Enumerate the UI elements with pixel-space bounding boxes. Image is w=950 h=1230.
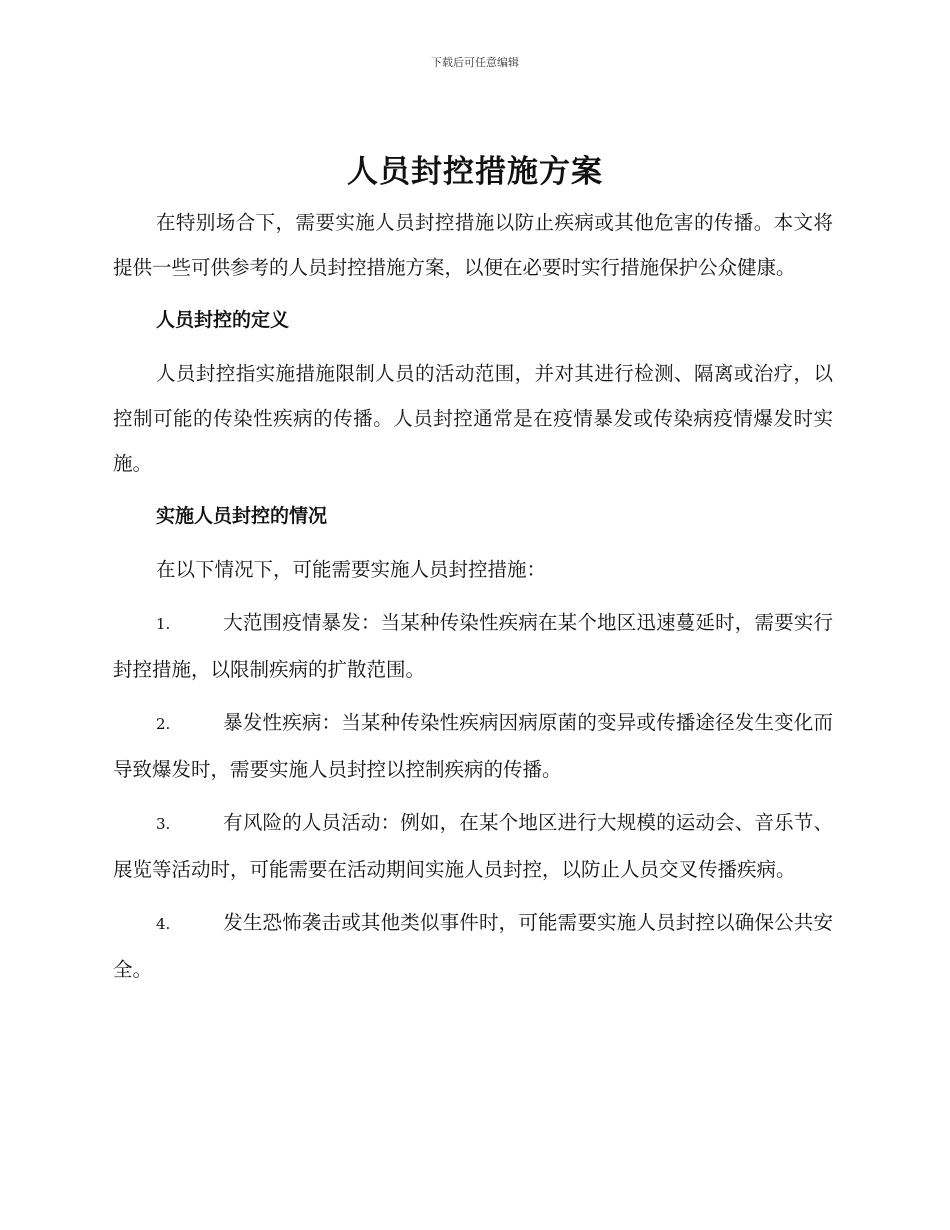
list-item — [113, 700, 833, 792]
page-header-note: 下载后可任意编辑 — [431, 56, 519, 69]
list-item — [113, 800, 833, 892]
document-title: 人员封控措施方案 — [347, 154, 603, 190]
list-item — [113, 600, 833, 692]
situations-intro-paragraph: 在以下情况下，可能需要实施人员封控措施： — [156, 558, 547, 581]
list-item-number: 2. — [156, 715, 171, 733]
document-body — [113, 200, 833, 1000]
list-item-text: 有风险的人员活动：例如，在某个地区进行大规模的运动会、音乐节、展览等活动时，可能需要在活动期间实施人员封控，以防止人员交叉传播疾病。 — [113, 811, 833, 881]
list-item-number: 3. — [156, 815, 171, 833]
list-item-number: 4. — [156, 915, 171, 933]
intro-paragraph: 在特别场合下，需要实施人员封控措施以防止疾病或其他危害的传播。本文将提供一些可供参考的人员封控措施方案，以便在必要时实行措施保护公众健康。 — [113, 211, 833, 279]
list-item-number: 1. — [156, 615, 171, 633]
section-heading-situations: 实施人员封控的情况 — [156, 505, 328, 527]
list-item-text: 大范围疫情暴发：当某种传染性疾病在某个地区迅速蔓延时，需要实行封控措施，以限制疾病的扩散范围。 — [113, 611, 833, 681]
list-item-text: 暴发性疾病：当某种传染性疾病因病原菌的变异或传播途径发生变化而导致爆发时，需要实施人员封控以控制疾病的传播。 — [113, 711, 833, 781]
list-item — [113, 900, 833, 992]
definition-paragraph: 人员封控指实施措施限制人员的活动范围，并对其进行检测、隔离或治疗，以控制可能的传染性疾病的传播。人员封控通常是在疫情暴发或传染病疫情爆发时实施。 — [113, 362, 833, 475]
list-item-text: 发生恐怖袭击或其他类似事件时，可能需要实施人员封控以确保公共安全。 — [113, 911, 833, 981]
section-heading-definition: 人员封控的定义 — [156, 309, 290, 331]
